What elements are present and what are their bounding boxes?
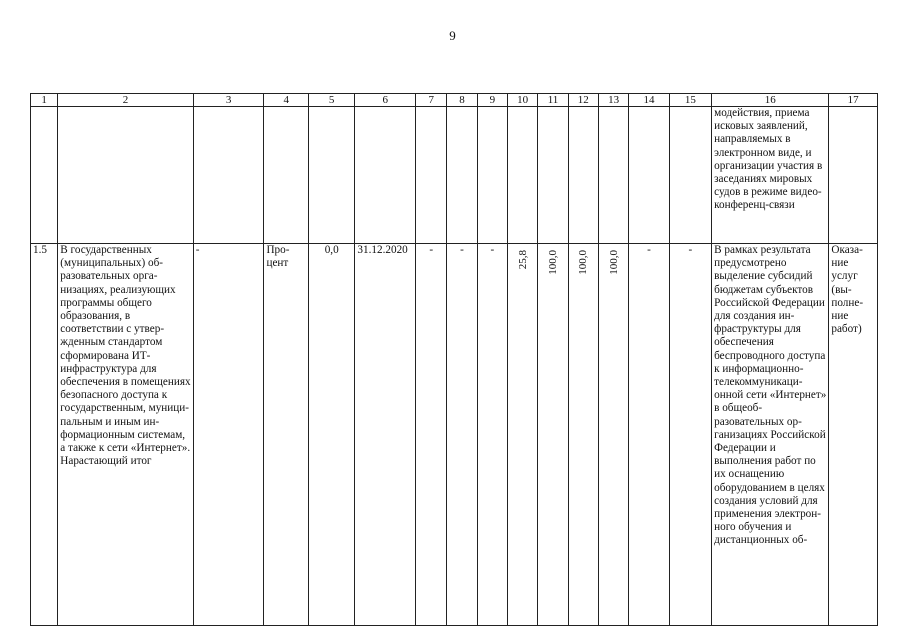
header-cell: 5	[308, 94, 354, 107]
indicators-table	[30, 93, 878, 626]
col3-value: -	[193, 244, 264, 626]
table-cell	[416, 107, 447, 244]
col11-cell	[538, 244, 568, 626]
col13-value: 100,0	[607, 250, 620, 275]
table-cell	[629, 107, 669, 244]
table-cell	[508, 107, 538, 244]
table-cell	[264, 107, 308, 244]
table-cell	[477, 107, 507, 244]
header-cell: 16	[712, 94, 829, 107]
header-cell: 15	[669, 94, 711, 107]
header-cell: 1	[31, 94, 58, 107]
col10-value: 25,8	[516, 250, 529, 270]
col8-value: -	[447, 244, 477, 626]
table-cell	[31, 107, 58, 244]
col10-cell	[508, 244, 538, 626]
header-cell: 12	[568, 94, 598, 107]
row-number: 1.5	[31, 244, 58, 626]
table-cell	[355, 107, 416, 244]
col14-value: -	[629, 244, 669, 626]
col11-value: 100,0	[546, 250, 559, 275]
header-cell: 10	[508, 94, 538, 107]
header-cell: 17	[829, 94, 878, 107]
header-row	[31, 94, 878, 107]
header-cell: 8	[447, 94, 477, 107]
col7-value: -	[416, 244, 447, 626]
table-cell	[829, 107, 878, 244]
page-number: 9	[449, 28, 456, 43]
result-type: Оказание услуг (выполнение работ)	[829, 244, 878, 626]
base-value: 0,0	[308, 244, 354, 626]
table-cell	[669, 107, 711, 244]
table-cell	[538, 107, 568, 244]
table-cell	[568, 107, 598, 244]
header-cell: 13	[598, 94, 628, 107]
table-row-continuation	[31, 107, 878, 244]
table-cell	[308, 107, 354, 244]
col12-cell	[568, 244, 598, 626]
header-cell: 4	[264, 94, 308, 107]
header-cell: 6	[355, 94, 416, 107]
col9-value: -	[477, 244, 507, 626]
col12-value: 100,0	[577, 250, 590, 275]
header-cell: 7	[416, 94, 447, 107]
header-cell: 14	[629, 94, 669, 107]
table-cell	[193, 107, 264, 244]
header-cell: 3	[193, 94, 264, 107]
header-cell: 11	[538, 94, 568, 107]
result-description-continuation: модействия, приема исковых заявлений, направляемых в электронном виде, и организации участия в заседаниях мировых судов в режиме видеоконференц-связи	[712, 107, 829, 244]
table-cell	[447, 107, 477, 244]
table-cell	[598, 107, 628, 244]
result-description: В рамках результата предусмотрено выделение субсидий бюджетам субъектов Российской Федерации для создания инфраструктуры для обеспечения беспроводного доступа к информационно-телекоммуникационной сети «Интернет» в общеобразовательных организациях Российской Федерации и выполнения работ по их оснащению оборудованием в целях создания условий для применения электронного обучения и дистанционных об-	[712, 244, 829, 626]
col15-value: -	[669, 244, 711, 626]
indicator-name: В государственных (муниципальных) образовательных организациях, реализующих программы общего образования, в соответствии с утвержденным стандартом сформирована ИТ-инфраструктура для обеспечения в помещениях безопасного доступа к государственным, муниципальным и иным информационным системам, а также к сети «Интернет». Нарастающий итог	[58, 244, 193, 626]
table-row-1-5	[31, 244, 878, 626]
table-cell	[58, 107, 193, 244]
col13-cell	[598, 244, 628, 626]
base-date: 31.12.2020	[355, 244, 416, 626]
header-cell: 9	[477, 94, 507, 107]
header-cell: 2	[58, 94, 193, 107]
unit-of-measure: Процент	[264, 244, 308, 626]
